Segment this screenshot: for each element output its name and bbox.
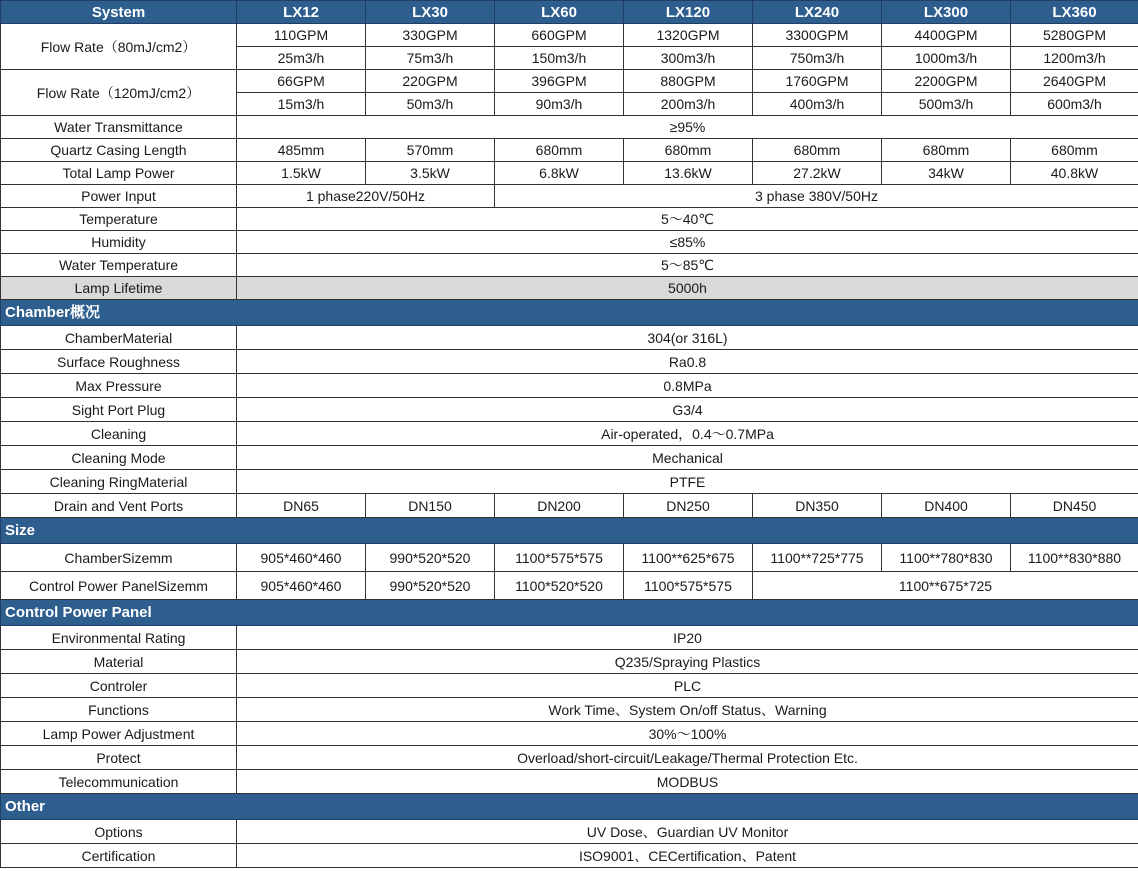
cell: 990*520*520: [366, 544, 495, 572]
row-label: Controler: [1, 674, 237, 698]
cell: 1100*575*575: [495, 544, 624, 572]
merged-value: 0.8MPa: [237, 374, 1138, 398]
cell: 1760GPM: [753, 70, 882, 93]
cell: 5280GPM: [1011, 24, 1138, 47]
cell: 485mm: [237, 139, 366, 162]
cell: DN65: [237, 494, 366, 518]
row-label: ChamberMaterial: [1, 326, 237, 350]
cell: DN150: [366, 494, 495, 518]
row-label: Environmental Rating: [1, 626, 237, 650]
flow-80-label: Flow Rate（80mJ/cm2）: [1, 24, 237, 70]
row-label: Max Pressure: [1, 374, 237, 398]
functions-row: [1, 698, 1138, 722]
cell: DN400: [882, 494, 1011, 518]
cell: 90m3/h: [495, 93, 624, 116]
certification-row: [1, 844, 1138, 868]
row-label: Surface Roughness: [1, 350, 237, 374]
row-label: Cleaning: [1, 422, 237, 446]
cell: 750m3/h: [753, 47, 882, 70]
section-title: Control Power Panel: [1, 600, 1138, 626]
cell: 1100**780*830: [882, 544, 1011, 572]
cell: 880GPM: [624, 70, 753, 93]
cleaning-mode-row: [1, 446, 1138, 470]
cell: 500m3/h: [882, 93, 1011, 116]
cell: 25m3/h: [237, 47, 366, 70]
cell: 680mm: [753, 139, 882, 162]
flow-120-gpm-row: [1, 70, 1138, 93]
cell: 570mm: [366, 139, 495, 162]
row-label: Certification: [1, 844, 237, 868]
cell: 990*520*520: [366, 572, 495, 600]
chamber-material-row: [1, 326, 1138, 350]
cell: 905*460*460: [237, 544, 366, 572]
power-input-row: [1, 185, 1138, 208]
merged-value: ≤85%: [237, 231, 1138, 254]
cell: 75m3/h: [366, 47, 495, 70]
cell: 1100**625*675: [624, 544, 753, 572]
merged-value: UV Dose、Guardian UV Monitor: [237, 820, 1138, 844]
model-header: LX360: [1011, 1, 1138, 24]
system-header: System: [1, 1, 237, 24]
surface-roughness-row: [1, 350, 1138, 374]
telecommunication-row: [1, 770, 1138, 794]
three-phase-value: 3 phase 380V/50Hz: [495, 185, 1138, 208]
cell: 27.2kW: [753, 162, 882, 185]
panel-size-row: [1, 572, 1138, 600]
flow-80-gpm-row: [1, 24, 1138, 47]
panel-material-row: [1, 650, 1138, 674]
merged-value: 5000h: [237, 277, 1138, 300]
drain-vent-row: [1, 494, 1138, 518]
cell: 50m3/h: [366, 93, 495, 116]
merged-value: 30%～100%: [237, 722, 1138, 746]
protect-row: [1, 746, 1138, 770]
merged-value: ISO9001、CECertification、Patent: [237, 844, 1138, 868]
cell: 330GPM: [366, 24, 495, 47]
chamber-size-row: [1, 544, 1138, 572]
cell: 40.8kW: [1011, 162, 1138, 185]
lamp-power-adjustment-row: [1, 722, 1138, 746]
header-row: [1, 1, 1138, 24]
row-label: Options: [1, 820, 237, 844]
cell: 660GPM: [495, 24, 624, 47]
row-label: ChamberSizemm: [1, 544, 237, 572]
cell: 3300GPM: [753, 24, 882, 47]
merged-value: 1100**675*725: [753, 572, 1138, 600]
merged-value: Air-operated，0.4～0.7MPa: [237, 422, 1138, 446]
temperature-row: [1, 208, 1138, 231]
row-label: Power Input: [1, 185, 237, 208]
model-header: LX240: [753, 1, 882, 24]
row-label: Water Temperature: [1, 254, 237, 277]
section-title: Size: [1, 518, 1138, 544]
humidity-row: [1, 231, 1138, 254]
row-label: Water Transmittance: [1, 116, 237, 139]
row-label: Quartz Casing Length: [1, 139, 237, 162]
cell: 300m3/h: [624, 47, 753, 70]
other-section-header: [1, 794, 1138, 820]
model-header: LX120: [624, 1, 753, 24]
chamber-section-header: [1, 300, 1138, 326]
cell: DN450: [1011, 494, 1138, 518]
row-label: Lamp Lifetime: [1, 277, 237, 300]
quartz-row: [1, 139, 1138, 162]
single-phase-value: 1 phase220V/50Hz: [237, 185, 495, 208]
cell: 680mm: [495, 139, 624, 162]
cell: 4400GPM: [882, 24, 1011, 47]
row-label: Total Lamp Power: [1, 162, 237, 185]
row-label: Protect: [1, 746, 237, 770]
cell: 1200m3/h: [1011, 47, 1138, 70]
cell: 1.5kW: [237, 162, 366, 185]
cell: 110GPM: [237, 24, 366, 47]
row-label: Drain and Vent Ports: [1, 494, 237, 518]
flow-120-label: Flow Rate（120mJ/cm2）: [1, 70, 237, 116]
cell: 1100*520*520: [495, 572, 624, 600]
row-label: Material: [1, 650, 237, 674]
row-label: Sight Port Plug: [1, 398, 237, 422]
model-header: LX30: [366, 1, 495, 24]
cell: 396GPM: [495, 70, 624, 93]
section-title: Chamber概况: [1, 300, 1138, 326]
row-label: Telecommunication: [1, 770, 237, 794]
model-header: LX12: [237, 1, 366, 24]
cell: DN250: [624, 494, 753, 518]
section-title: Other: [1, 794, 1138, 820]
cell: 2640GPM: [1011, 70, 1138, 93]
merged-value: Work Time、System On/off Status、Warning: [237, 698, 1138, 722]
cell: 1000m3/h: [882, 47, 1011, 70]
cell: 680mm: [624, 139, 753, 162]
cell: 66GPM: [237, 70, 366, 93]
row-label: Humidity: [1, 231, 237, 254]
sight-port-row: [1, 398, 1138, 422]
row-label: Functions: [1, 698, 237, 722]
merged-value: 304(or 316L): [237, 326, 1138, 350]
max-pressure-row: [1, 374, 1138, 398]
merged-value: PLC: [237, 674, 1138, 698]
cell: 13.6kW: [624, 162, 753, 185]
row-label: Cleaning RingMaterial: [1, 470, 237, 494]
model-header: LX60: [495, 1, 624, 24]
model-header: LX300: [882, 1, 1011, 24]
cell: 220GPM: [366, 70, 495, 93]
merged-value: PTFE: [237, 470, 1138, 494]
lamp-power-row: [1, 162, 1138, 185]
cell: 2200GPM: [882, 70, 1011, 93]
merged-value: Ra0.8: [237, 350, 1138, 374]
cleaning-row: [1, 422, 1138, 446]
cell: 1320GPM: [624, 24, 753, 47]
lamp-lifetime-row: [1, 277, 1138, 300]
merged-value: MODBUS: [237, 770, 1138, 794]
cell: 200m3/h: [624, 93, 753, 116]
merged-value: 5～85℃: [237, 254, 1138, 277]
cell: 400m3/h: [753, 93, 882, 116]
cell: DN350: [753, 494, 882, 518]
size-section-header: [1, 518, 1138, 544]
cell: 905*460*460: [237, 572, 366, 600]
merged-value: Mechanical: [237, 446, 1138, 470]
cell: 1100**725*775: [753, 544, 882, 572]
merged-value: G3/4: [237, 398, 1138, 422]
row-label: Cleaning Mode: [1, 446, 237, 470]
water-transmittance-row: [1, 116, 1138, 139]
cell: 600m3/h: [1011, 93, 1138, 116]
controler-row: [1, 674, 1138, 698]
cell: 6.8kW: [495, 162, 624, 185]
environmental-rating-row: [1, 626, 1138, 650]
merged-value: IP20: [237, 626, 1138, 650]
merged-value: ≥95%: [237, 116, 1138, 139]
cleaning-ring-row: [1, 470, 1138, 494]
cell: 1100**830*880: [1011, 544, 1138, 572]
panel-section-header: [1, 600, 1138, 626]
merged-value: 5～40℃: [237, 208, 1138, 231]
options-row: [1, 820, 1138, 844]
cell: 150m3/h: [495, 47, 624, 70]
cell: 680mm: [882, 139, 1011, 162]
cell: DN200: [495, 494, 624, 518]
row-label: Lamp Power Adjustment: [1, 722, 237, 746]
merged-value: Q235/Spraying Plastics: [237, 650, 1138, 674]
cell: 1100*575*575: [624, 572, 753, 600]
cell: 3.5kW: [366, 162, 495, 185]
row-label: Control Power PanelSizemm: [1, 572, 237, 600]
cell: 15m3/h: [237, 93, 366, 116]
water-temperature-row: [1, 254, 1138, 277]
row-label: Temperature: [1, 208, 237, 231]
cell: 680mm: [1011, 139, 1138, 162]
merged-value: Overload/short-circuit/Leakage/Thermal Protection Etc.: [237, 746, 1138, 770]
cell: 34kW: [882, 162, 1011, 185]
